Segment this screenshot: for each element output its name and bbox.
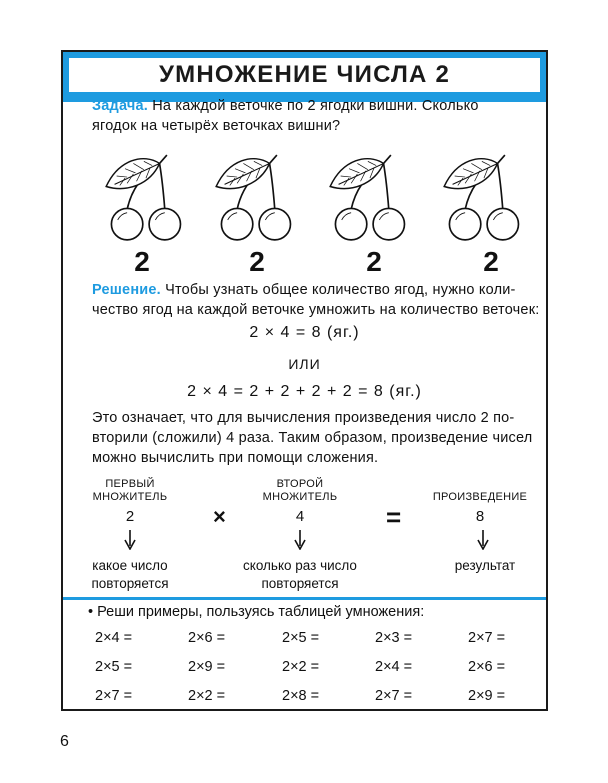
page-number: 6 [60,733,69,750]
second-factor-desc-1: сколько раз число [243,558,357,573]
cherry-icon [212,148,302,248]
second-factor-label [245,478,355,504]
first-factor-label-1: ПЕРВЫЙ [105,478,155,490]
exercise-item: 2×9 = [188,659,226,675]
cherry-count: 2 [366,246,382,277]
exercise-item: 2×7 = [375,688,413,704]
first-factor-desc [65,557,195,593]
product-value: 8 [475,508,485,525]
solution-line-1: Чтобы узнать общее количество ягод, нужно коли- [165,282,516,298]
or-text: ИЛИ [288,356,321,372]
title-box [69,58,540,92]
exercise-item: 2×5 = [95,659,133,675]
cherry-count: 2 [134,246,150,277]
product-label: ПРОИЗВЕДЕНИЕ [432,491,528,503]
equation-2: 2 × 4 = 2 + 2 + 2 + 2 = 8 (яг.) [187,383,422,400]
arrow-down-icon [475,530,491,550]
first-factor-desc-2: повторяется [91,576,169,591]
cherry-icon [326,148,416,248]
second-factor-value: 4 [295,508,305,525]
exercise-item: 2×6 = [468,659,506,675]
exercise-item: 2×8 = [282,688,320,704]
solution-line-2: чество ягод на каждой веточке умножить на количество веточек: [92,302,540,318]
second-factor-desc [230,557,370,593]
title-bar [63,52,546,98]
product-desc: результат [454,558,516,573]
cherry-icon [102,148,192,248]
first-factor-label-2: МНОЖИТЕЛЬ [92,491,168,503]
exercise-item: 2×5 = [282,630,320,646]
solution-text [92,280,548,320]
arrow-down-icon [292,530,308,550]
explanation-line-1: Это означает, что для вычисления произведения число 2 по- [92,410,515,426]
task-line-1: На каждой веточке по 2 ягодки вишни. Сколько [152,98,479,114]
first-factor-desc-1: какое число [92,558,168,573]
exercise-item: 2×9 = [468,688,506,704]
exercise-item: 2×2 = [188,688,226,704]
exercise-item: 2×3 = [375,630,413,646]
page-title: УМНОЖЕНИЕ ЧИСЛА 2 [159,61,450,88]
explanation-line-2: вторили (сложили) 4 раза. Таким образом, произведение чисел [92,430,533,446]
first-factor-value: 2 [125,508,135,525]
exercise-item: 2×4 = [375,659,413,675]
cherry-count: 2 [249,246,265,277]
explanation-text [92,408,548,468]
explanation-line-3: можно вычислить при помощи сложения. [92,450,379,466]
cherry-count: 2 [483,246,499,277]
equation-1: 2 × 4 = 8 (яг.) [249,324,360,341]
solution-label: Решение. [92,282,161,298]
exercise-item: 2×7 = [95,688,133,704]
task-line-2: ягодок на четырёх веточках вишни? [92,118,341,134]
exercise-instruction: • Реши примеры, пользуясь таблицей умножения: [88,604,425,620]
exercise-item: 2×4 = [95,630,133,646]
times-sign: × [213,504,226,529]
exercise-item: 2×7 = [468,630,506,646]
exercise-item: 2×2 = [282,659,320,675]
task-text [92,96,548,136]
second-factor-label-2: МНОЖИТЕЛЬ [262,491,338,503]
cherry-icon [440,148,530,248]
first-factor-label [80,478,180,504]
arrow-down-icon [122,530,138,550]
task-label: Задача. [92,98,148,114]
exercise-item: 2×6 = [188,630,226,646]
second-factor-label-1: ВТОРОЙ [276,478,324,490]
second-factor-desc-2: повторяется [261,576,339,591]
equals-sign: = [386,502,402,532]
section-divider [63,597,546,600]
